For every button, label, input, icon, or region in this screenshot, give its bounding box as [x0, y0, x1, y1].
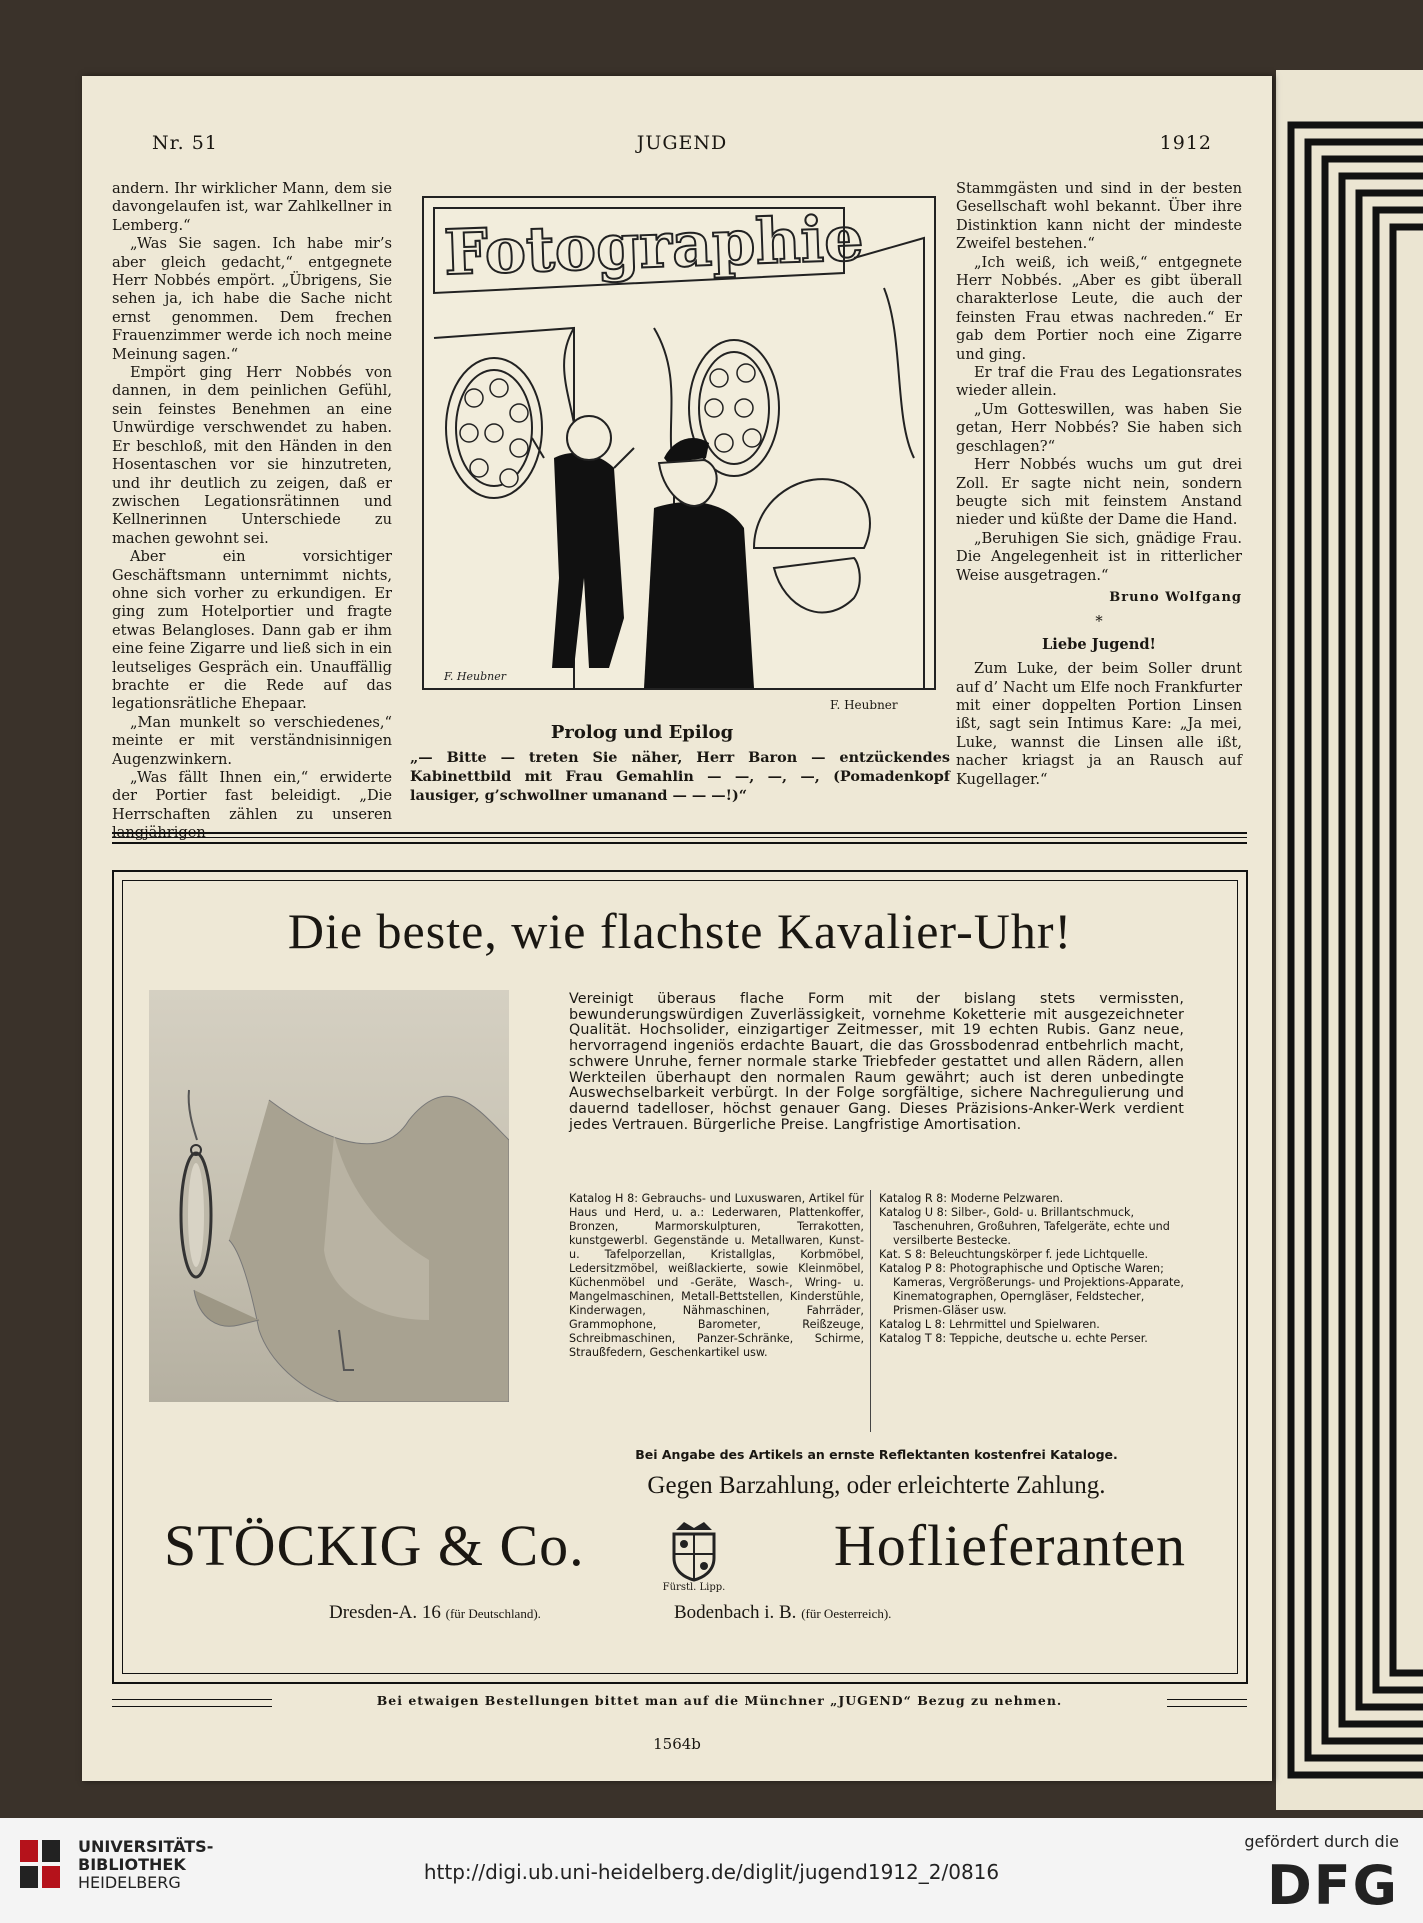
- firm-line: [114, 1512, 1246, 1592]
- catalog-entry: Katalog T 8: Teppiche, deutsche u. echte Perser.: [879, 1332, 1148, 1345]
- digital-library-footer-bar: [0, 1818, 1423, 1923]
- address-germany: [329, 1602, 541, 1624]
- paragraph: Aber ein vorsichtiger Geschäftsmann unternimmt nichts, ohne sich vorher zu erkundigen. Er ging zum Hotelportier und fragte etwas Belangloses. Dann gab er ihm eine feine Zigarre und ließ sich in ein leutseliges Gespräch ein. Unauffällig brachte er die Rede auf das legationsrätliche Ehepaar.: [112, 548, 392, 713]
- catalog-entry: Katalog R 8: Moderne Pelzwaren.: [879, 1192, 1064, 1205]
- watch-hand-photo: [149, 990, 509, 1402]
- paragraph: „Was Sie sagen. Ich habe mir’s aber gleich gedacht,“ entgegnete Herr Nobbés empört. „Übrigens, Sie sehen ja, ich habe die Sache nicht ernst genommen. Dem frechen Frauenzimmer werde ich noch meine Meinung sagen.“: [112, 235, 392, 363]
- catalog-entry: Kat. S 8: Beleuchtungskörper f. jede Lichtquelle.: [879, 1248, 1149, 1261]
- institution-line: BIBLIOTHEK: [78, 1855, 186, 1874]
- adjacent-page-edge: [1276, 70, 1423, 1810]
- catalog-entry: Katalog U 8: Silber-, Gold- u. Brillantschmuck, Taschenuhren, Großuhren, Tafelgeräte, echte und versilberte Bestecke.: [879, 1206, 1170, 1247]
- free-catalog-notice: Bei Angabe des Artikels an ernste Reflektanten kostenfrei Kataloge.: [635, 1447, 1118, 1462]
- address-note: (für Deutschland).: [445, 1606, 541, 1621]
- catalog-divider: [870, 1190, 871, 1432]
- paragraph: Er traf die Frau des Legationsrates wieder allein.: [956, 364, 1242, 400]
- cartoon-illustration: [422, 196, 936, 690]
- cartoon-caption: „— Bitte — treten Sie näher, Herr Baron — entzückendes Kabinettbild mit Frau Gemahlin — —, —, —, (Pomadenkopf lausiger, g’schwollner umanand — — —!)“: [410, 749, 950, 804]
- issue-number: Nr. 51: [152, 132, 218, 154]
- left-text-column: [112, 180, 392, 843]
- paragraph: Zum Luke, der beim Soller drunt auf d’ Nacht um Elfe noch Frankfurter mit einer doppelten Portion Linsen ißt, sagt sein Intimus Kare: „Ja mei, Luke, wannst die Linsen alle ißt, nacher kriagst ja an Rausch auf Kugellager.“: [956, 660, 1242, 788]
- address-note: (für Oesterreich).: [801, 1606, 892, 1621]
- firm-suffix: Hoflieferanten: [833, 1513, 1186, 1578]
- shop-sign-text: Fotographie: [442, 201, 865, 290]
- funding-label: gefördert durch die: [1244, 1832, 1399, 1851]
- catalog-right-list: [879, 1192, 1189, 1346]
- paragraph: Herr Nobbés wuchs um gut drei Zoll. Er sagte nicht nein, sondern beugte sich mit feinstem Anstand nieder und küßte der Dame die Hand.: [956, 456, 1242, 529]
- paragraph: Stammgästen und sind in der besten Gesellschaft wohl bekannt. Über ihre Distinktion kann nicht der mindeste Zweifel bestehen.“: [956, 180, 1242, 253]
- address-city: Dresden-A. 16: [329, 1602, 441, 1623]
- concentric-frame-ornament: [1286, 120, 1423, 1780]
- permalink-url[interactable]: http://digi.ub.uni-heidelberg.de/diglit/jugend1912_2/0816: [423, 1860, 1000, 1884]
- section-heading: Liebe Jugend!: [1042, 635, 1156, 653]
- running-header: [152, 132, 1212, 162]
- illustration-credit: F. Heubner: [830, 698, 898, 712]
- order-note-text: Bei etwaigen Bestellungen bittet man auf die Münchner „JUGEND“ Bezug zu nehmen.: [277, 1693, 1162, 1708]
- year: 1912: [1159, 132, 1212, 154]
- cartoon-title: Prolog und Epilog: [550, 722, 734, 743]
- institution-line: UNIVERSITÄTS-: [78, 1837, 214, 1856]
- paragraph: andern. Ihr wirklicher Mann, dem sie davongelaufen ist, war Zahlkellner in Lemberg.“: [112, 180, 392, 234]
- hand-holding-watch-image: [149, 990, 509, 1402]
- divider-rule: [112, 837, 1247, 838]
- watch-advertisement: [112, 870, 1248, 1684]
- catalog-entry: Katalog P 8: Photographische und Optische Waren; Kameras, Vergrößerungs- und Projektions-Apparate, Kinematographen, Operngläser, Feldstecher, Prismen-Gläser usw.: [879, 1262, 1184, 1317]
- crest-label: Fürstl. Lipp.: [662, 1582, 726, 1593]
- address-austria: [674, 1602, 891, 1624]
- section-separator: *: [1095, 613, 1103, 631]
- magazine-page: [82, 76, 1272, 1781]
- divider-rule: [112, 842, 1247, 844]
- paragraph: „Was fällt Ihnen ein,“ erwiderte der Portier fast beleidigt. „Die Herrschaften zählen zu unseren langjährigen: [112, 769, 392, 842]
- ad-body-text: Vereinigt überaus flache Form mit der bislang stets vermissten, bewunderungswürdigen Zuverlässigkeit, vornehme Koketterie mit ausgezeichneter Qualität. Hochsolider, einzigartiger Zeitmesser, mit 19 echten Rubis. Ganz neue, hervorragend ingeniös erdachte Bauart, die das Grossbodenrad entbehrlich macht, schwere Unruhe, ferner normale starke Triebfeder gestattet und allen Rädern, allen Werkteilen überhaupt den normalen Raum gewährt; auch ist deren unbedingte Auswechselbarkeit verbürgt. In der Folge sorgfältige, sichere Nachregulierung und dauernd tadelloser, höchst genauer Gang. Dieses Präzisions-Anker-Werk verdient jedes Vertrauen. Bürgerliche Preise. Langfristige Amortisation.: [569, 991, 1184, 1133]
- ornament-line: [112, 1699, 272, 1707]
- catalog-h8-list: Katalog H 8: Gebrauchs- und Luxuswaren, Artikel für Haus und Herd, u. a.: Lederwaren, Plattenkoffer, Bronzen, Marmorskulpturen, Terrakotten, kunstgewerbl. Gegenstände u. Metallwaren, Kunst- u. Tafelporzellan, Kristallglas, Korbmöbel, Ledersitzmöbel, weißlackierte, sowie Kleinmöbel, Küchenmöbel und -Geräte, Wasch-, Wring- u. Mangelmaschinen, Metall-Bettstellen, Kinderstühle, Kinderwagen, Nähmaschinen, Fahrräder, Grammophone, Barometer, Reißzeuge, Schreibmaschinen, Panzer-Schränke, Schirme, Straußfedern, Geschenkartikel usw.: [569, 1192, 864, 1359]
- magazine-title: JUGEND: [636, 132, 728, 154]
- artist-signature: F. Heubner: [444, 670, 506, 683]
- paragraph: Empört ging Herr Nobbés von dannen, in dem peinlichen Gefühl, sein feinstes Benehmen an eine Unwürdige verschwendet zu haben. Er beschloß, mit den Händen in den Hosentaschen vor sie hinzutreten, und ihr deutlich zu zeigen, daß er zwischen Legationsrätinnen und Kellnerinnen Unterschiede zu machen gewohnt sei.: [112, 364, 392, 547]
- divider-rule: [112, 832, 1247, 834]
- ornament-line: [1167, 1699, 1247, 1707]
- right-text-column: [956, 180, 1242, 789]
- ad-headline: Die beste, wie flachste Kavalier-Uhr!: [287, 903, 1073, 959]
- photographer-cartoon: [424, 198, 934, 688]
- firm-name: STÖCKIG & Co.: [164, 1513, 585, 1578]
- catalog-entry: Katalog L 8: Lehrmittel und Spielwaren.: [879, 1318, 1100, 1331]
- address-city: Bodenbach i. B.: [674, 1602, 797, 1623]
- institution-line: HEIDELBERG: [78, 1873, 181, 1892]
- paragraph: „Um Gotteswillen, was haben Sie getan, Herr Nobbés? Sie haben sich geschlagen?“: [956, 400, 1242, 455]
- royal-crest-icon: [664, 1520, 724, 1582]
- payment-terms: Gegen Barzahlung, oder erleichterte Zahlung.: [647, 1472, 1106, 1499]
- author-signature: Bruno Wolfgang: [1109, 589, 1242, 605]
- paragraph: „Beruhigen Sie sich, gnädige Frau. Die Angelegenheit ist in ritterlicher Weise ausgetragen.“: [956, 529, 1242, 584]
- paragraph: „Man munkelt so verschiedenes,“ meinte er mit verständnisinnigen Augenzwinkern.: [112, 713, 392, 768]
- order-reference-note: [112, 1693, 1247, 1719]
- page-number: 1564b: [653, 1735, 701, 1753]
- paragraph: „Ich weiß, ich weiß,“ entgegnete Herr Nobbés. „Aber es gibt überall charakterlose Leute, die auch der feinsten Frau etwas nachreden.“ Er gab dem Portier noch eine Zigarre und ging.: [956, 253, 1242, 363]
- dfg-logo[interactable]: DFG: [1266, 1854, 1399, 1917]
